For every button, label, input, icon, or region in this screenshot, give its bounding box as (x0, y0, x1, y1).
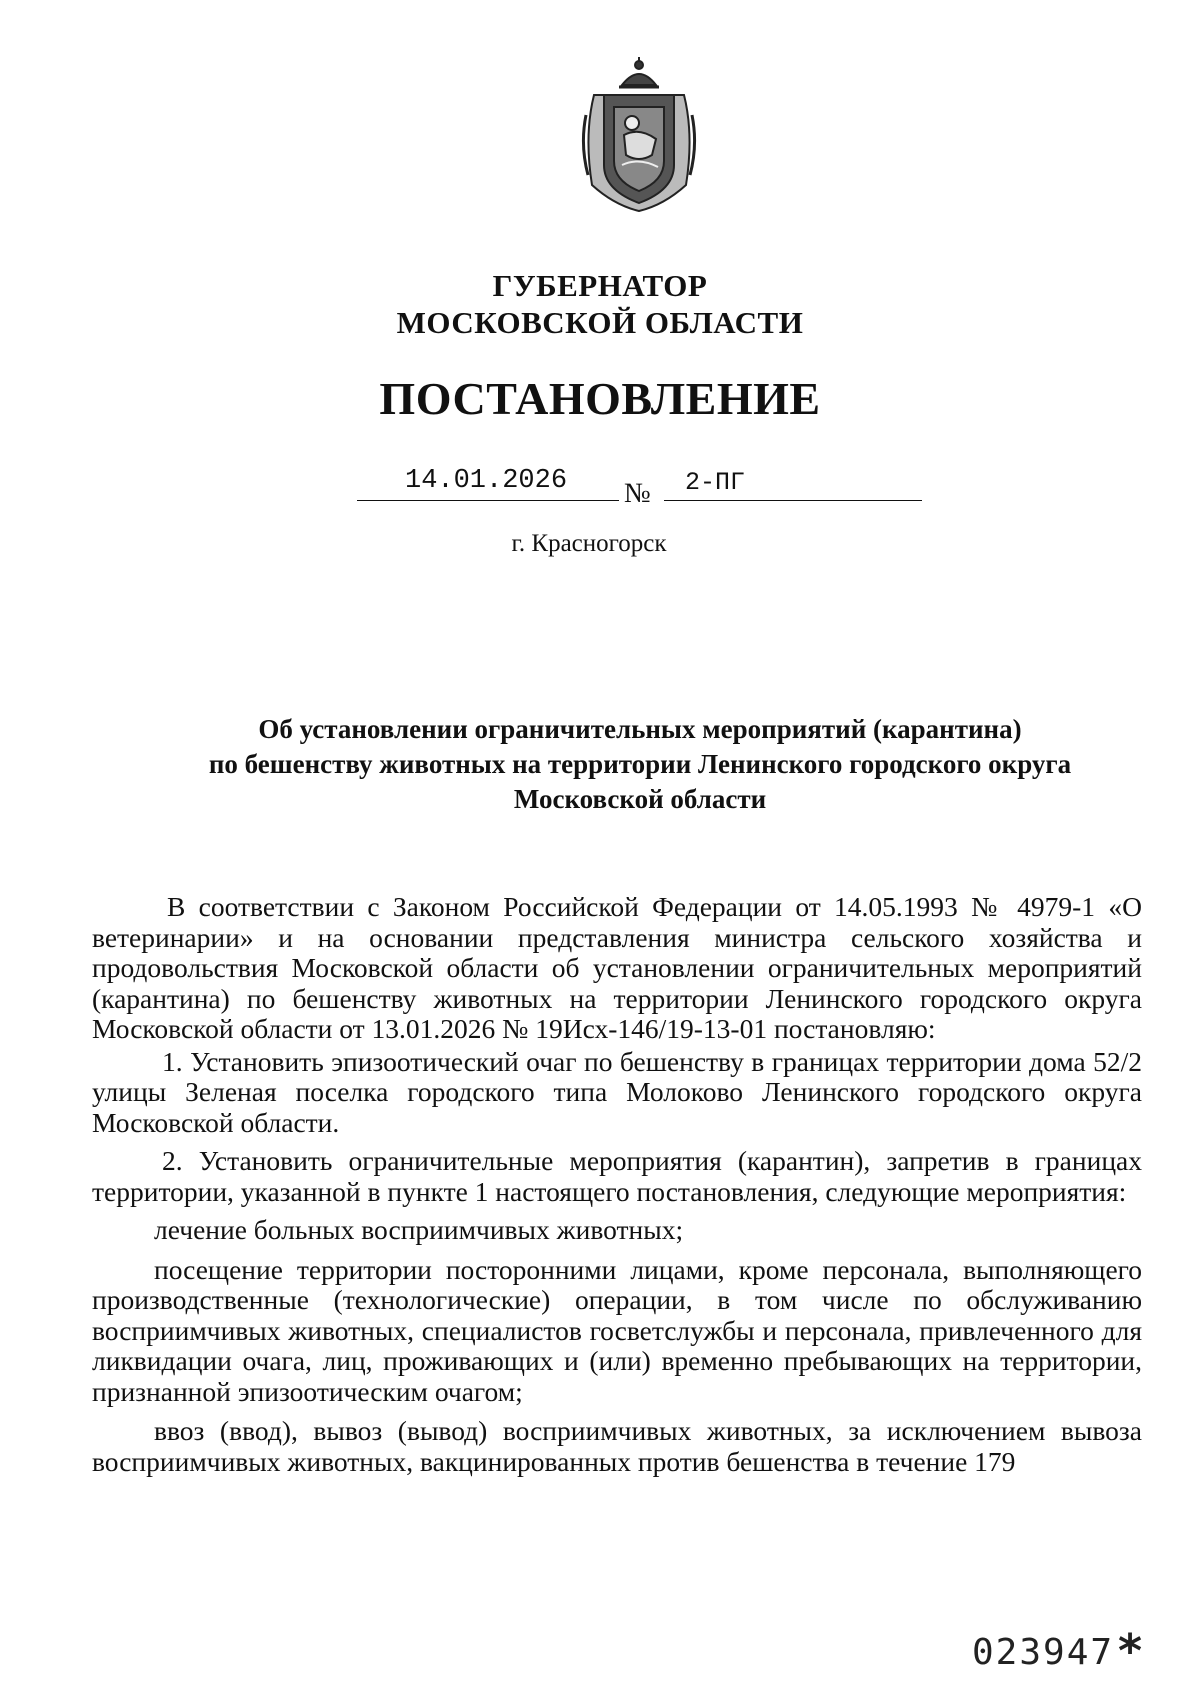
number-sign: № (624, 478, 651, 509)
coat-of-arms-icon (574, 55, 704, 215)
document-city: г. Красногорск (511, 530, 667, 557)
document-date: 14.01.2026 (405, 466, 568, 496)
document-number: 2-ПГ (685, 468, 746, 497)
clause-2-subitem: ввоз (ввод), вывоз (вывод) восприимчивых животных, за исключением вывоза восприимчивых животных, вакцинированных против бешенства в течение 179 (92, 1415, 1142, 1477)
authority-title: ГУБЕРНАТОР (492, 268, 708, 303)
title-line: Московской области (513, 784, 767, 814)
date-underline (357, 500, 619, 501)
authority-region: МОСКОВСКОЙ ОБЛАСТИ (396, 305, 804, 340)
clause-1: 1. Установить эпизоотический очаг по бешенству в границах территории дома 52/2 улицы Зеленая поселка городского типа Молоково Ленинского городского округа Московской области. (92, 1045, 1142, 1138)
clause-2-subitem: посещение территории посторонними лицами, кроме персонала, выполняющего производственные (технологические) операции, в том числе по обслуживанию восприимчивых животных, специалистов госветслужбы и персонала, привлеченного для ликвидации очага, лиц, проживающих и (или) временно пребывающих на территории, признанной эпизоотическим очагом; (92, 1253, 1142, 1407)
document-serial-code: 023947 (972, 1632, 1115, 1673)
clause-2-subitem: лечение больных восприимчивых животных; (154, 1214, 684, 1245)
document-body (92, 892, 1142, 1486)
title-line: Об установлении ограничительных мероприятий (карантина) (258, 714, 1022, 744)
title-line: по бешенству животных на территории Ленинского городского округа (208, 749, 1072, 779)
preamble-paragraph: В соответствии с Законом Российской Федерации от 14.05.1993 № 4979-1 «О ветеринарии» и на основании представления министра сельского хозяйства и продовольствия Московской области об установлении ограничительных мероприятий (карантина) по бешенству животных на территории Ленинского городского округа Московской области от 13.01.2026 № 19Исх-146/19-13-01 постановляю: (92, 891, 1142, 1044)
asterisk-mark: * (1118, 1624, 1143, 1678)
document-title (90, 712, 1190, 817)
document-type: ПОСТАНОВЛЕНИЕ (379, 373, 821, 424)
number-underline (664, 500, 922, 501)
clause-2: 2. Установить ограничительные мероприятия (карантин), запретив в границах территории, указанной в пункте 1 настоящего постановления, следующие мероприятия: (92, 1145, 1142, 1207)
